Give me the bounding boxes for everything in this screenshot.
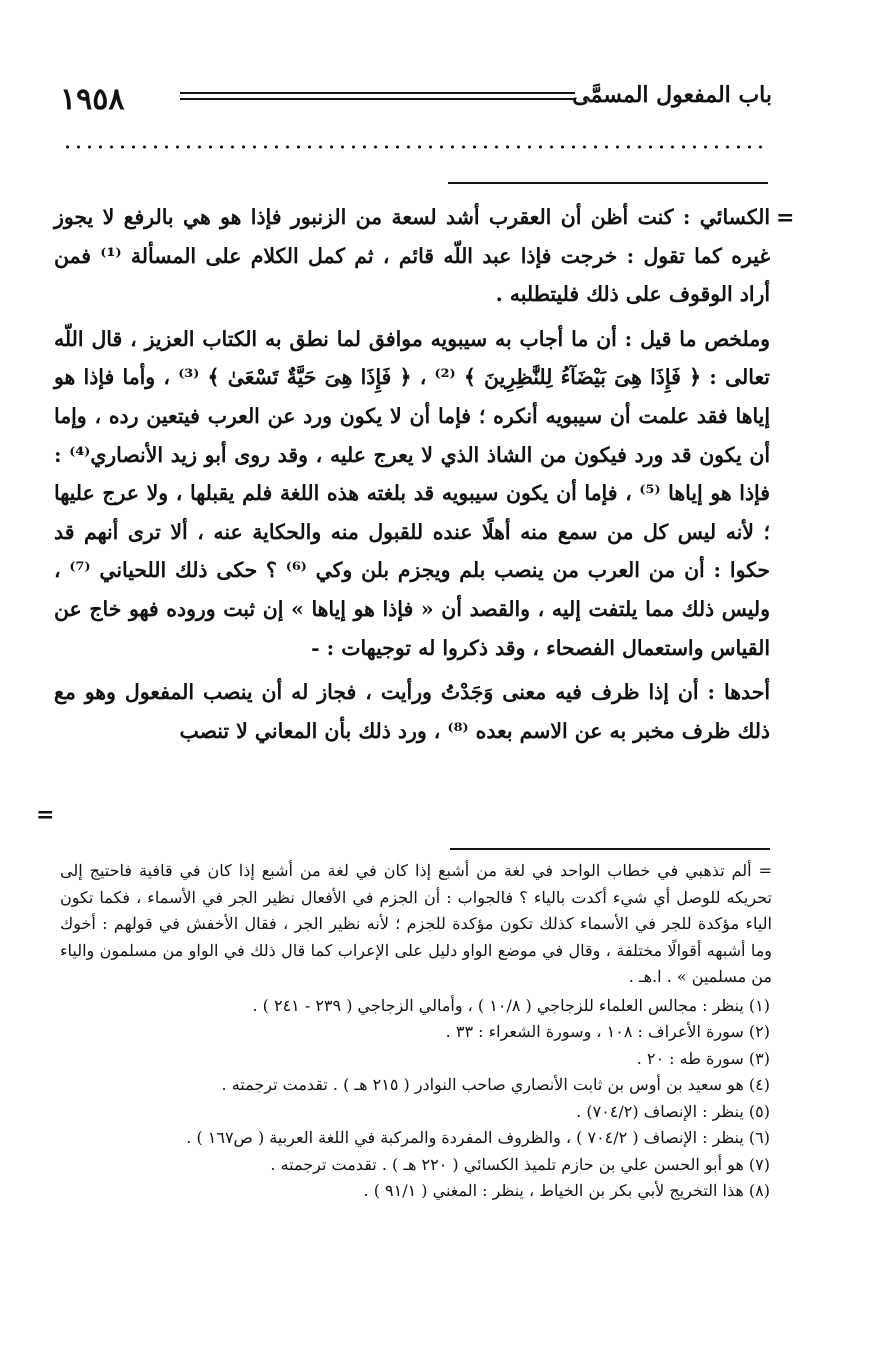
paragraph-1: الكسائي : كنت أظن أن العقرب أشد لسعة من الزنبور فإذا هو هي بالرفع لا يجوز غيره كما تقول : خرجت فإذا عبد اللّه قائم ، ثم كمل الكلام على المسألة ⁽¹⁾ فمن أراد الوقوف على ذلك فليتطلبه .: [54, 205, 770, 307]
paragraph-2: وملخص ما قيل : أن ما أجاب به سيبويه موافق لما نطق به الكتاب العزيز ، قال اللّه تعالى : ﴿ فَإِذَا هِىَ بَيْضَآءُ لِلنَّٰظِرِينَ ﴾ ⁽²⁾ ، ﴿ فَإِذَا هِىَ حَيَّةٌ تَسْعَىٰ ﴾ ⁽³⁾ ، وأما فإذا هو إياها فقد علمت أن سيبويه أنكره ؛ فإما أن لا يكون ورد عن العرب فيتعين رده ، وإما أن يكون قد ورد فيكون من الشاذ الذي لا يعرج عليه ، وقد روى أبو زيد الأنصاري⁽⁴⁾ : فإذا هو إياها ⁽⁵⁾ ، فإما أن يكون سيبويه قد بلغته هذه اللغة فلم يقبلها ، ولا عرج عليها ؛ لأنه ليس كل من سمع منه أهلًا عنده للقبول منه والحكاية عنه ، ألا ترى أنهم قد حكوا : أن من العرب من ينصب بلم ويجزم بلن وكي ⁽⁶⁾ ؟ حكى ذلك اللحياني ⁽⁷⁾ ، وليس ذلك مما يلتفت إليه ، والقصد أن « فإذا هو إياها » إن ثبت وروده فهو خاج عن القياس واستعمال الفصحاء ، وقد ذكروا له توجيهات : -: [54, 326, 771, 660]
chapter-title: باب المفعول المسمَّى: [572, 82, 772, 108]
dotted-separator: [62, 145, 768, 149]
footnote-1: (١) ينظر : مجالس العلماء للزجاجي ( ١٠/٨ ) ، وأمالي الزجاجي ( ٢٣٩ - ٢٤١ ) .: [252, 995, 770, 1015]
footnote-7: (٧) هو أبو الحسن علي بن حازم تلميذ الكسائي ( ٢٢٠ هـ ) . تقدمت ترجمته .: [270, 1154, 770, 1174]
header-rule: [180, 92, 575, 94]
footnotes: [60, 858, 772, 1205]
header-rule-double: [180, 98, 575, 100]
paragraph-3: أحدها : أن إذا ظرف فيه معنى وَجَدْتُ ورأيت ، فجاز له أن ينصب المفعول وهو مع ذلك ظرف مخبر به عن الاسم بعده ⁽⁸⁾ ، ورد ذلك بأن المعاني لا تنصب: [54, 680, 770, 743]
footnote-4: (٤) هو سعيد بن أوس بن ثابت الأنصاري صاحب النوادر ( ٢١٥ هـ ) . تقدمت ترجمته .: [221, 1075, 770, 1094]
continuation-rule: [448, 182, 768, 184]
footnote-3: (٣) سورة طه : ٢٠ .: [636, 1048, 770, 1068]
page-header: [60, 82, 772, 122]
footnote-8: (٨) هذا التخريج لأبي بكر بن الخياط ، ينظر : المغني ( ٩١/١ ) .: [363, 1181, 770, 1200]
footnote-rule: [450, 848, 770, 850]
footnote-5: (٥) ينظر : الإنصاف (٧٠٤/٢) .: [576, 1101, 770, 1121]
footnote-continuation: = ألم تذهبي في خطاب الواحد في لغة من أشبع إذا كان في لغة من أشبع إذا كان في قافية فاحتيج إلى تحريكه للوصل أي شيء أكدت بالياء ؟ فالجواب : أن الجزم في الأفعال نظير الجر في الأسماء ، فكما تكون الياء مؤكدة للجر في الأسماء كذلك تكون مؤكدة للجزم ؛ لأنه نظير الجر ، فقال الأخفش في قولهم : أخوك وما أشبهه أقوالًا مختلفة ، وقال في موضع الواو دليل على الإعراب كما قال ذلك في الواو من مسلمون والياء من مسلمين » . ا.هـ .: [60, 861, 772, 986]
continuation-mark-end: =: [36, 802, 55, 828]
footnote-2: (٢) سورة الأعراف : ١٠٨ ، وسورة الشعراء : ٣٣ .: [445, 1022, 770, 1041]
continuation-mark-start: =: [776, 205, 795, 231]
main-text: [54, 198, 770, 750]
page-number: ١٩٥٨: [60, 82, 125, 117]
footnote-6: (٦) ينظر : الإنصاف ( ٧٠٤/٢ ) ، والظروف المفردة والمركبة في اللغة العربية ( ص١٦٧ ) .: [186, 1128, 770, 1147]
